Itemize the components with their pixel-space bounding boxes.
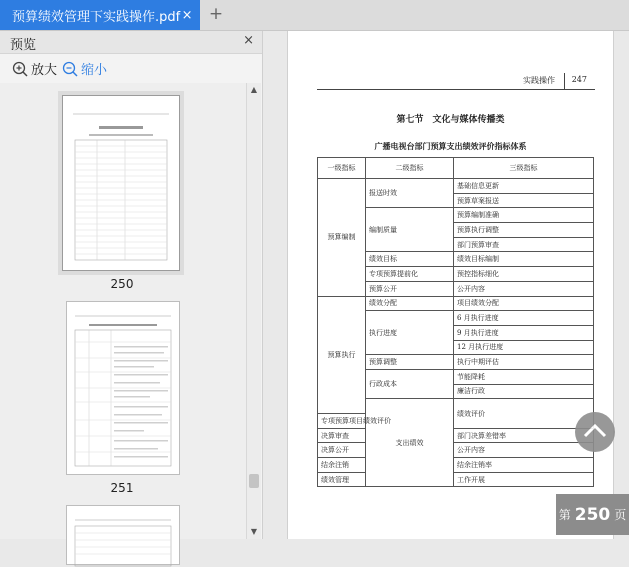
- header-divider: [564, 73, 565, 89]
- level3-indicator: 廉洁行政: [454, 384, 594, 399]
- level2-indicator: 绩效管理: [318, 472, 366, 487]
- scrollbar-thumb[interactable]: [249, 474, 259, 488]
- zoom-in-button[interactable]: [12, 59, 57, 78]
- thumbnail-page-number: 250: [110, 277, 134, 291]
- level3-indicator: 部门预算审查: [454, 237, 594, 252]
- page-thumbnail-251[interactable]: [66, 301, 180, 475]
- thumbnail-preview: [67, 302, 179, 474]
- table-row: [318, 428, 594, 443]
- column-header: 三级指标: [454, 158, 594, 179]
- level2-indicator: 结余注销: [318, 458, 366, 473]
- level3-indicator: 预算执行调整: [454, 223, 594, 238]
- sidebar-header: [0, 31, 262, 54]
- level2-indicator: 行政成本: [366, 369, 454, 398]
- sidebar-close-icon[interactable]: ×: [243, 33, 254, 48]
- thumbnail-list: [0, 83, 246, 539]
- level2-indicator: 报送时效: [366, 179, 454, 208]
- pdf-page: [287, 31, 614, 539]
- document-viewer[interactable]: [263, 31, 629, 539]
- tab-title: 预算绩效管理下实践操作.pdf: [12, 9, 181, 25]
- level2-indicator: 决算审查: [318, 428, 366, 443]
- level3-indicator: 节能降耗: [454, 369, 594, 384]
- page-thumbnail-252[interactable]: [66, 505, 180, 565]
- thumbnail-preview: [63, 96, 179, 270]
- back-to-top-button[interactable]: [575, 412, 615, 452]
- level2-indicator: 绩效评价: [454, 399, 594, 428]
- new-tab-button[interactable]: +: [208, 4, 224, 24]
- table-row: [318, 472, 594, 487]
- page-thumbnail-250[interactable]: [62, 95, 180, 271]
- level2-indicator: 绩效目标: [366, 252, 454, 267]
- zoom-in-label: 放大: [31, 63, 58, 78]
- page-header: [317, 75, 595, 90]
- page-indicator: [556, 494, 629, 535]
- column-header: 二级指标: [366, 158, 454, 179]
- level2-indicator: 决算公开: [318, 443, 366, 458]
- table-header-row: [318, 158, 594, 179]
- tab-bar: [0, 0, 629, 31]
- tab-close-icon[interactable]: ×: [181, 7, 193, 23]
- level2-indicator: 绩效分配: [366, 296, 454, 311]
- page-indicator-suffix: 页: [614, 508, 627, 522]
- preview-sidebar: [0, 31, 263, 539]
- column-header: 一级指标: [318, 158, 366, 179]
- level3-indicator: 执行中期评估: [454, 355, 594, 370]
- level3-indicator: 公开内容: [454, 443, 594, 458]
- tab-document[interactable]: [0, 0, 200, 30]
- level3-indicator: 预算草案报送: [454, 193, 594, 208]
- sidebar-scrollbar[interactable]: [246, 83, 261, 539]
- header-section: 实践操作: [523, 76, 555, 85]
- level2-indicator: 执行进度: [366, 311, 454, 355]
- level1-indicator: 预算执行: [318, 296, 366, 414]
- table-title: 广播电视台部门预算支出绩效评价指标体系: [374, 141, 527, 151]
- level3-indicator: 9 月执行进度: [454, 325, 594, 340]
- table-row: [318, 296, 594, 311]
- page-indicator-prefix: 第: [558, 508, 571, 522]
- zoom-out-button[interactable]: [62, 59, 107, 78]
- level3-indicator: 6 月执行进度: [454, 311, 594, 326]
- level3-indicator: 基础信息更新: [454, 179, 594, 194]
- zoom-in-icon: [12, 61, 28, 77]
- level2-indicator: 预算公开: [366, 281, 454, 296]
- scroll-up-icon[interactable]: ▲: [250, 85, 258, 94]
- table-row: [318, 443, 594, 458]
- table-row: [318, 179, 594, 194]
- level2-indicator: 专项预算提前化: [366, 267, 454, 282]
- chevron-up-icon: [575, 412, 615, 452]
- level3-indicator: 专项预算项目绩效评价: [318, 414, 366, 429]
- header-page-number: 247: [571, 75, 587, 84]
- section-title: 第七节 文化与媒体传播类: [396, 115, 505, 125]
- level3-indicator: 结余注销率: [454, 458, 594, 473]
- zoom-out-label: 缩小: [81, 63, 108, 78]
- scroll-down-icon[interactable]: ▼: [250, 527, 258, 536]
- thumbnail-preview: [67, 506, 179, 564]
- zoom-out-icon: [62, 61, 78, 77]
- level1-indicator: 预算编制: [318, 179, 366, 297]
- level3-indicator: 工作开展: [454, 472, 594, 487]
- thumbnail-page-number: 251: [110, 481, 134, 495]
- level2-indicator: 预算调整: [366, 355, 454, 370]
- current-page-number: 250: [574, 504, 611, 525]
- table-body: [318, 179, 594, 487]
- level3-indicator: 12 月执行进度: [454, 340, 594, 355]
- level3-indicator: 部门决算差错率: [454, 428, 594, 443]
- level3-indicator: 公开内容: [454, 281, 594, 296]
- table-row: [318, 458, 594, 473]
- level3-indicator: 预算编制准确: [454, 208, 594, 223]
- level3-indicator: 项目绩效分配: [454, 296, 594, 311]
- level3-indicator: 预控指标细化: [454, 267, 594, 282]
- level2-indicator: 编制质量: [366, 208, 454, 252]
- indicator-table: [317, 157, 594, 487]
- level3-indicator: 绩效目标编制: [454, 252, 594, 267]
- level1-indicator: 支出绩效: [366, 399, 454, 487]
- sidebar-title: 预览: [10, 38, 37, 53]
